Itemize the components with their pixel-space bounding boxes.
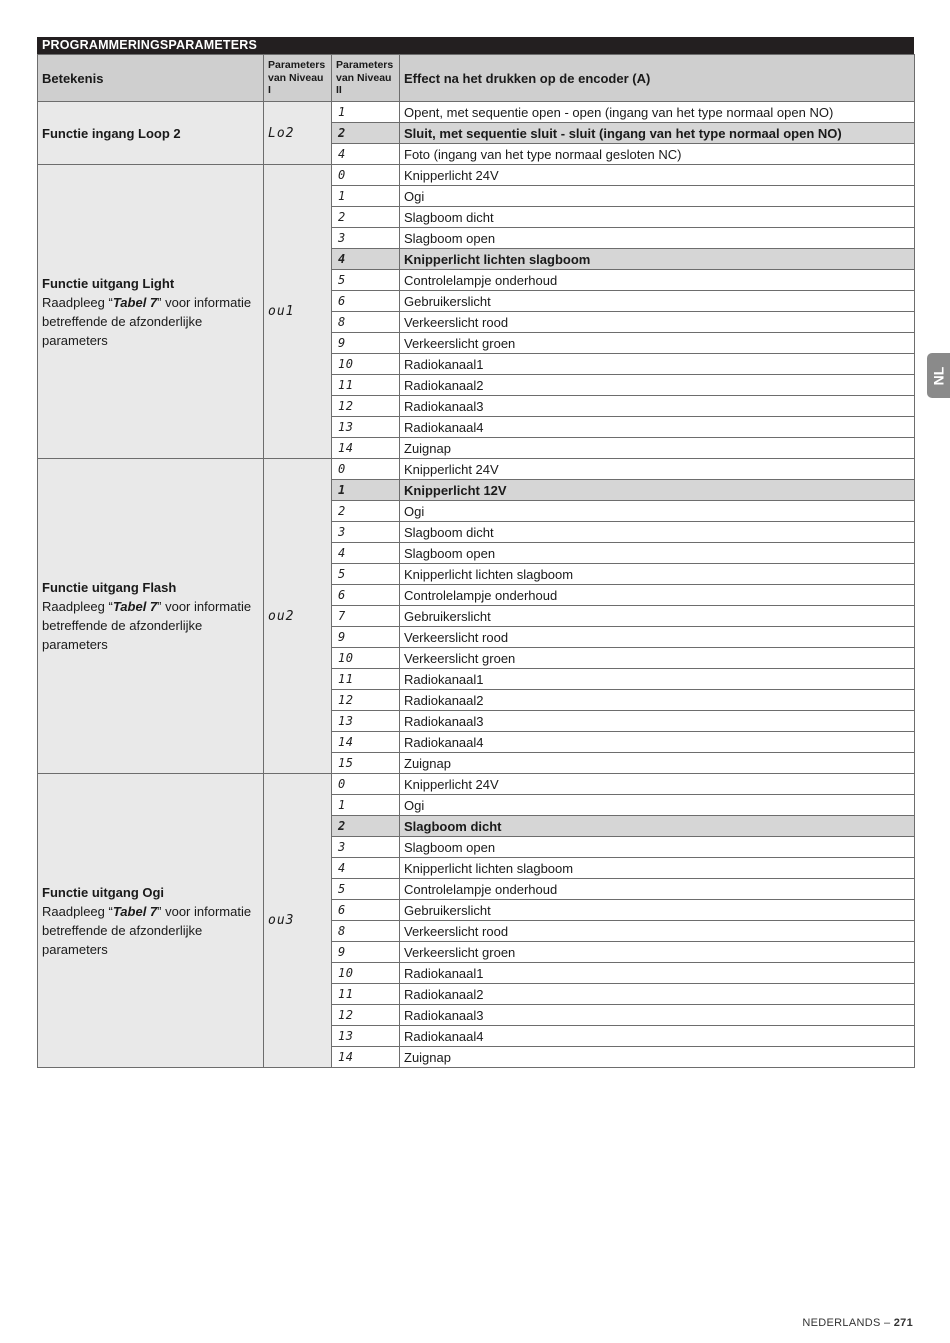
effect-description: Knipperlicht lichten slagboom [400,858,915,879]
level2-code: 4 [332,249,400,270]
effect-description: Radiokanaal3 [400,711,915,732]
effect-description: Knipperlicht 12V [400,480,915,501]
level2-code: 10 [332,648,400,669]
parameter-group-name: Functie uitgang Ogi [42,884,165,900]
effect-description: Opent, met sequentie open - open (ingang van het type normaal open NO) [400,102,915,123]
effect-description: Radiokanaal4 [400,1026,915,1047]
effect-description: Verkeerslicht groen [400,333,915,354]
header-betekenis: Betekenis [38,55,264,102]
effect-description: Verkeerslicht groen [400,942,915,963]
level2-code: 3 [332,522,400,543]
description-text: Raadpleeg “ [42,903,113,919]
parameter-group-name: Functie ingang Loop 2 [42,125,181,141]
effect-description: Knipperlicht 24V [400,165,915,186]
level2-code: 12 [332,396,400,417]
effect-description: Ogi [400,186,915,207]
description-text: ” voor informatie betreffende de afzonderlijke parameters [42,294,252,348]
level2-code: 12 [332,1005,400,1026]
parameter-group-name: Functie uitgang Flash [42,580,177,595]
level2-code: 6 [332,900,400,921]
effect-description: Ogi [400,795,915,816]
header-level1: Parameters van Niveau I [264,55,332,102]
effect-description: Radiokanaal2 [400,375,915,396]
level2-code: 2 [332,123,400,144]
level2-code: 12 [332,690,400,711]
effect-description: Radiokanaal3 [400,396,915,417]
level2-code: 13 [332,1026,400,1047]
effect-description: Slagboom open [400,228,915,249]
table-body [38,102,915,1068]
effect-description: Slagboom dicht [400,816,915,837]
effect-description: Gebruikerslicht [400,291,915,312]
effect-description: Ogi [400,501,915,522]
table-row [38,459,915,480]
parameter-group-name: Functie uitgang Light [42,275,175,291]
level2-code: 1 [332,186,400,207]
parameter-group-cell [38,774,264,1068]
level2-code: 8 [332,921,400,942]
level2-code: 9 [332,627,400,648]
effect-description: Radiokanaal1 [400,963,915,984]
level2-code: 14 [332,732,400,753]
table-reference: Tabel 7 [112,294,158,310]
effect-description: Radiokanaal1 [400,354,915,375]
description-text: ” voor informatie betreffende de afzonderlijke parameters [42,599,252,652]
page-number: 271 [893,1317,913,1329]
level2-code: 13 [332,711,400,732]
level2-code: 11 [332,375,400,396]
level2-code: 6 [332,585,400,606]
parameter-group-description [42,597,259,654]
table-row [38,102,915,123]
level2-code: 7 [332,606,400,627]
parameter-group-cell [38,459,264,774]
level2-code: 5 [332,564,400,585]
language-tab [927,353,950,398]
level2-code: 14 [332,1047,400,1068]
level2-code: 1 [332,480,400,501]
effect-description: Zuignap [400,1047,915,1068]
level2-code: 0 [332,774,400,795]
table-title: PROGRAMMERINGSPARAMETERS [37,37,914,54]
level1-code: ou2 [264,459,332,774]
parameter-group-cell [38,102,264,165]
table-reference: Tabel 7 [112,903,158,919]
description-text: Raadpleeg “ [42,294,113,310]
parameter-group-description [42,293,259,350]
effect-description: Sluit, met sequentie sluit - sluit (ingang van het type normaal open NO) [400,123,915,144]
effect-description: Knipperlicht 24V [400,459,915,480]
effect-description: Zuignap [400,438,915,459]
level2-code: 10 [332,963,400,984]
effect-description: Knipperlicht lichten slagboom [400,249,915,270]
effect-description: Knipperlicht 24V [400,774,915,795]
effect-description: Verkeerslicht rood [400,312,915,333]
effect-description: Controlelampje onderhoud [400,585,915,606]
footer-language: NEDERLANDS – [802,1317,894,1329]
level2-code: 2 [332,816,400,837]
level1-code: ou1 [264,165,332,459]
level2-code: 5 [332,270,400,291]
effect-description: Zuignap [400,753,915,774]
effect-description: Controlelampje onderhoud [400,270,915,291]
parameters-table [37,54,915,1068]
effect-description: Verkeerslicht rood [400,921,915,942]
level2-code: 3 [332,837,400,858]
effect-description: Verkeerslicht rood [400,627,915,648]
level2-code: 14 [332,438,400,459]
table-row [38,165,915,186]
level2-code: 6 [332,291,400,312]
page-footer [802,1317,913,1329]
effect-description: Radiokanaal3 [400,1005,915,1026]
level2-code: 1 [332,102,400,123]
description-text: ” voor informatie betreffende de afzonderlijke parameters [42,903,252,957]
level2-code: 3 [332,228,400,249]
level2-code: 11 [332,984,400,1005]
level2-code: 2 [332,207,400,228]
effect-description: Foto (ingang van het type normaal gesloten NC) [400,144,915,165]
header-level2: Parameters van Niveau II [332,55,400,102]
effect-description: Slagboom open [400,543,915,564]
effect-description: Slagboom dicht [400,522,915,543]
level2-code: 8 [332,312,400,333]
table-header-row [38,55,915,102]
table-reference: Tabel 7 [112,599,158,614]
level1-code: ou3 [264,774,332,1068]
level2-code: 11 [332,669,400,690]
level2-code: 13 [332,417,400,438]
effect-description: Controlelampje onderhoud [400,879,915,900]
effect-description: Gebruikerslicht [400,606,915,627]
parameter-group-cell [38,165,264,459]
level1-code: Lo2 [264,102,332,165]
description-text: Raadpleeg “ [42,599,113,614]
level2-code: 15 [332,753,400,774]
level2-code: 9 [332,333,400,354]
effect-description: Radiokanaal4 [400,417,915,438]
effect-description: Slagboom open [400,837,915,858]
level2-code: 1 [332,795,400,816]
level2-code: 4 [332,144,400,165]
level2-code: 10 [332,354,400,375]
language-tab-label: NL [930,366,947,385]
parameter-group-description [42,902,259,959]
effect-description: Verkeerslicht groen [400,648,915,669]
header-effect: Effect na het drukken op de encoder (A) [400,55,915,102]
table-row [38,774,915,795]
level2-code: 4 [332,543,400,564]
level2-code: 2 [332,501,400,522]
effect-description: Radiokanaal2 [400,690,915,711]
level2-code: 0 [332,459,400,480]
level2-code: 0 [332,165,400,186]
effect-description: Radiokanaal1 [400,669,915,690]
effect-description: Gebruikerslicht [400,900,915,921]
level2-code: 4 [332,858,400,879]
effect-description: Radiokanaal4 [400,732,915,753]
level2-code: 5 [332,879,400,900]
effect-description: Slagboom dicht [400,207,915,228]
level2-code: 9 [332,942,400,963]
effect-description: Radiokanaal2 [400,984,915,1005]
effect-description: Knipperlicht lichten slagboom [400,564,915,585]
